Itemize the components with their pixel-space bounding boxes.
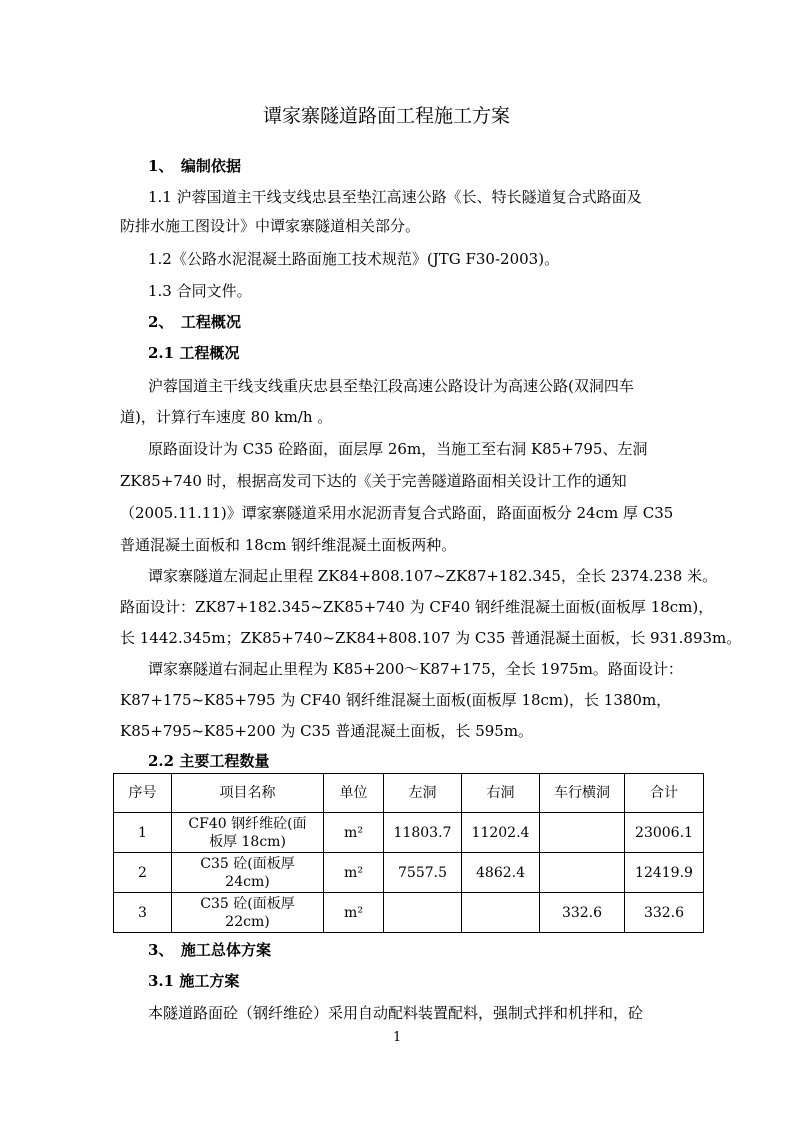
unit-cell: m² (324, 893, 384, 933)
subsection-heading-3-1: 3.1 施工方案 (148, 972, 240, 990)
subsection-heading-2-1: 2.1 工程概况 (148, 344, 240, 362)
row-number: 3 (114, 893, 172, 933)
left-tunnel-cell (384, 893, 462, 933)
right-tunnel-cell: 4862.4 (462, 853, 540, 893)
item-name-line: 22cm) (225, 913, 270, 930)
item-name-cell (172, 813, 324, 853)
section-heading-1: 1、 编制依据 (148, 157, 241, 175)
paragraph-line: 长 1442.345m；ZK85+740~ZK84+808.107 为 C35 普通混凝土面板，长 931.893m。 (120, 629, 742, 647)
document-title: 谭家寨隧道路面工程施工方案 (263, 105, 511, 127)
paragraph-line: 原路面设计为 C35 砼路面，面层厚 26m，当施工至右洞 K85+795、左洞 (148, 440, 648, 458)
right-tunnel-cell: 11202.4 (462, 813, 540, 853)
row-number: 1 (114, 813, 172, 853)
header-cell: 车行横洞 (540, 774, 625, 813)
paragraph-line: 道)，计算行车速度 80 km/h 。 (120, 408, 333, 426)
item-name-line: C35 砼(面板厚 (200, 895, 295, 912)
paragraph-line: ZK85+740 时，根据高发司下达的《关于完善隧道路面相关设计工作的通知 (120, 472, 627, 490)
total-cell: 23006.1 (625, 813, 704, 853)
cross-passage-cell: 332.6 (540, 893, 625, 933)
header-cell: 项目名称 (172, 774, 324, 813)
cross-passage-cell (540, 813, 625, 853)
item-name-cell (172, 893, 324, 933)
paragraph-line: 谭家寨隧道左洞起止里程 ZK84+808.107~ZK87+182.345，全长 2374.238 米。 (148, 567, 718, 585)
left-tunnel-cell: 11803.7 (384, 813, 462, 853)
paragraph-line: 沪蓉国道主干线支线重庆忠县至垫江段高速公路设计为高速公路(双洞四车 (148, 377, 634, 395)
paragraph-line: 1.2《公路水泥混凝土路面施工技术规范》(JTG F30-2003)。 (148, 250, 560, 268)
header-cell: 左洞 (384, 774, 462, 813)
header-cell: 序号 (114, 774, 172, 813)
header-cell: 右洞 (462, 774, 540, 813)
item-name-line: CF40 钢纤维砼(面 (188, 815, 307, 832)
paragraph-line: K85+795~K85+200 为 C35 普通混凝土面板，长 595m。 (120, 722, 534, 740)
table-row (114, 813, 704, 853)
table-row (114, 853, 704, 893)
section-heading-2: 2、 工程概况 (148, 313, 241, 331)
subsection-heading-2-2: 2.2 主要工程数量 (148, 752, 270, 770)
item-name-line: 24cm) (225, 873, 270, 890)
right-tunnel-cell (462, 893, 540, 933)
header-cell: 合计 (625, 774, 704, 813)
page-number: 1 (393, 1030, 402, 1045)
paragraph-line: 防排水施工图设计》中谭家寨隧道相关部分。 (120, 217, 421, 235)
total-cell: 332.6 (625, 893, 704, 933)
paragraph-line: 1.1 沪蓉国道主干线支线忠县至垫江高速公路《长、特长隧道复合式路面及 (148, 188, 642, 206)
paragraph-line: 本隧道路面砼（钢纤维砼）采用自动配料装置配料，强制式拌和机拌和，砼 (148, 1004, 644, 1022)
item-name-line: C35 砼(面板厚 (200, 855, 295, 872)
item-name-line: 板厚 18cm) (209, 833, 286, 850)
row-number: 2 (114, 853, 172, 893)
cross-passage-cell (540, 853, 625, 893)
item-name-cell (172, 853, 324, 893)
paragraph-line: 谭家寨隧道右洞起止里程为 K85+200～K87+175，全长 1975m。路面设计： (148, 660, 683, 678)
section-heading-3: 3、 施工总体方案 (148, 941, 271, 959)
left-tunnel-cell: 7557.5 (384, 853, 462, 893)
paragraph-line: （2005.11.11)》谭家寨隧道采用水泥沥青复合式路面，路面面板分 24cm 厚 C35 (120, 504, 674, 522)
header-cell: 单位 (324, 774, 384, 813)
paragraph-line: 普通混凝土面板和 18cm 钢纤维混凝土面板两种。 (120, 536, 457, 554)
paragraph-line: 路面设计：ZK87+182.345~ZK85+740 为 CF40 钢纤维混凝土面板(面板厚 18cm)， (120, 598, 714, 616)
unit-cell: m² (324, 813, 384, 853)
quantity-table (113, 773, 704, 933)
paragraph-line: K87+175~K85+795 为 CF40 钢纤维混凝土面板(面板厚 18cm)，长 1380m， (120, 691, 672, 709)
table-header-row (114, 774, 704, 813)
unit-cell: m² (324, 853, 384, 893)
total-cell: 12419.9 (625, 853, 704, 893)
paragraph-line: 1.3 合同文件。 (148, 282, 252, 300)
table-row (114, 893, 704, 933)
